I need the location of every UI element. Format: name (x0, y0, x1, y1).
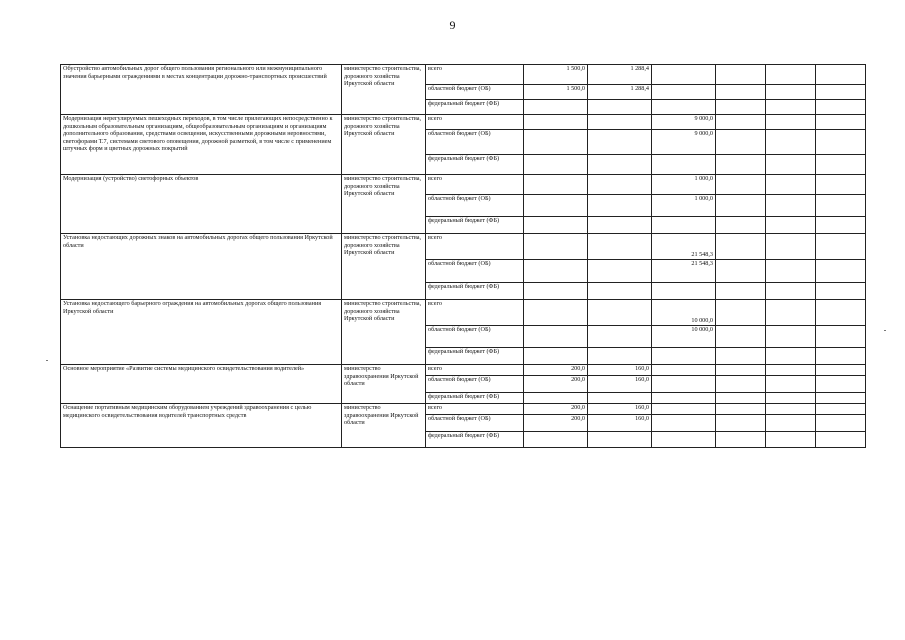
responsible-executor: министерство строительства, дорожного хозяйства Иркутской области (342, 300, 426, 365)
funding-source: областной бюджет (ОБ) (426, 326, 524, 348)
table-row (61, 300, 866, 326)
value-cell (524, 300, 588, 326)
measure-description: Установка недостающих дорожных знаков на автомобильных дорогах общего пользования Иркутской области (61, 234, 342, 300)
empty-cell (716, 393, 766, 404)
value-cell: 1 500,0 (524, 85, 588, 100)
value-cell (588, 100, 652, 115)
empty-cell (716, 100, 766, 115)
empty-cell (816, 404, 866, 415)
empty-cell (816, 175, 866, 195)
empty-cell (816, 100, 866, 115)
value-cell (588, 115, 652, 130)
value-cell (588, 348, 652, 365)
funding-source: всего (426, 365, 524, 376)
value-cell (524, 175, 588, 195)
empty-cell (716, 175, 766, 195)
value-cell (588, 432, 652, 448)
table-row (61, 115, 866, 130)
funding-source: федеральный бюджет (ФБ) (426, 283, 524, 300)
empty-cell (716, 432, 766, 448)
value-cell (524, 260, 588, 283)
measure-description: Установка недостающего барьерного ограждения на автомобильных дорогах общего пользования Иркутской области (61, 300, 342, 365)
funding-source: федеральный бюджет (ФБ) (426, 432, 524, 448)
funding-source: всего (426, 404, 524, 415)
empty-cell (716, 348, 766, 365)
value-cell (588, 195, 652, 217)
value-cell: 200,0 (524, 365, 588, 376)
value-cell: 21 548,3 (652, 260, 716, 283)
value-cell (524, 217, 588, 234)
empty-cell (766, 65, 816, 85)
value-cell: 1 288,4 (588, 85, 652, 100)
empty-cell (766, 195, 816, 217)
value-cell (652, 217, 716, 234)
value-cell (588, 260, 652, 283)
responsible-executor: министерство здравоохранения Иркутской области (342, 404, 426, 448)
value-cell (524, 348, 588, 365)
scan-mark (884, 330, 886, 331)
empty-cell (716, 365, 766, 376)
empty-cell (816, 283, 866, 300)
funding-source: областной бюджет (ОБ) (426, 260, 524, 283)
funding-source: федеральный бюджет (ФБ) (426, 100, 524, 115)
empty-cell (816, 393, 866, 404)
funding-source: областной бюджет (ОБ) (426, 195, 524, 217)
empty-cell (716, 115, 766, 130)
value-cell (652, 404, 716, 415)
value-cell (524, 195, 588, 217)
empty-cell (766, 300, 816, 326)
empty-cell (766, 217, 816, 234)
responsible-executor: министерство строительства, дорожного хозяйства Иркутской области (342, 65, 426, 115)
empty-cell (766, 404, 816, 415)
value-cell: 1 000,0 (652, 175, 716, 195)
empty-cell (816, 365, 866, 376)
table-row (61, 404, 866, 415)
value-cell: 10 000,0 (652, 326, 716, 348)
value-cell: 160,0 (588, 415, 652, 432)
empty-cell (816, 415, 866, 432)
empty-cell (716, 195, 766, 217)
empty-cell (766, 393, 816, 404)
empty-cell (816, 234, 866, 260)
value-cell (652, 376, 716, 393)
empty-cell (716, 155, 766, 175)
empty-cell (766, 348, 816, 365)
measure-description: Обустройство автомобильных дорог общего пользования регионального или межмуниципального значения барьерными ограждениями в местах концентрации дорожно-транспортных происшествий (61, 65, 342, 115)
value-cell: 160,0 (588, 376, 652, 393)
value-cell (652, 365, 716, 376)
empty-cell (766, 155, 816, 175)
budget-table (60, 64, 866, 448)
value-cell (524, 326, 588, 348)
empty-cell (766, 283, 816, 300)
empty-cell (716, 326, 766, 348)
empty-cell (716, 300, 766, 326)
empty-cell (816, 65, 866, 85)
empty-cell (816, 85, 866, 100)
value-cell (524, 130, 588, 155)
empty-cell (816, 155, 866, 175)
value-cell: 1 000,0 (652, 195, 716, 217)
value-cell (652, 393, 716, 404)
value-cell (588, 155, 652, 175)
value-cell (588, 234, 652, 260)
value-cell (588, 326, 652, 348)
value-cell (524, 115, 588, 130)
empty-cell (816, 300, 866, 326)
value-cell: 9 000,0 (652, 115, 716, 130)
scan-mark (46, 360, 48, 361)
table-body (61, 65, 866, 448)
empty-cell (766, 85, 816, 100)
funding-source: федеральный бюджет (ФБ) (426, 348, 524, 365)
funding-source: областной бюджет (ОБ) (426, 85, 524, 100)
empty-cell (816, 326, 866, 348)
measure-description: Оснащение портативным медицинским оборудованием учреждений здравоохранения с целью медицинского освидетельствования водителей транспортных средств (61, 404, 342, 448)
empty-cell (766, 175, 816, 195)
empty-cell (766, 234, 816, 260)
value-cell: 21 548,3 (652, 234, 716, 260)
value-cell (524, 100, 588, 115)
empty-cell (716, 415, 766, 432)
funding-source: федеральный бюджет (ФБ) (426, 217, 524, 234)
funding-source: областной бюджет (ОБ) (426, 415, 524, 432)
empty-cell (716, 85, 766, 100)
empty-cell (716, 260, 766, 283)
funding-source: всего (426, 115, 524, 130)
empty-cell (816, 432, 866, 448)
empty-cell (816, 376, 866, 393)
responsible-executor: министерство строительства, дорожного хозяйства Иркутской области (342, 115, 426, 175)
table-row (61, 365, 866, 376)
funding-source: областной бюджет (ОБ) (426, 376, 524, 393)
empty-cell (816, 195, 866, 217)
empty-cell (766, 130, 816, 155)
value-cell (524, 155, 588, 175)
funding-source: всего (426, 234, 524, 260)
measure-description: Модернизация нерегулируемых пешеходных переходов, в том числе прилегающих непосредственно к дошкольным образовательным организациям, общеобразовательным организациям и организациям дополнительного образования, средствами освещения, искусственными дорожными неровностями, светофорами Т.7, системами светового оповещения, дорожной разметкой, в том числе с применением штучных форм и цветных дорожных покрытий (61, 115, 342, 175)
empty-cell (766, 326, 816, 348)
value-cell (652, 415, 716, 432)
value-cell (588, 300, 652, 326)
empty-cell (816, 130, 866, 155)
value-cell (524, 432, 588, 448)
value-cell (524, 393, 588, 404)
empty-cell (766, 115, 816, 130)
value-cell: 10 000,0 (652, 300, 716, 326)
empty-cell (816, 217, 866, 234)
value-cell (524, 234, 588, 260)
empty-cell (716, 65, 766, 85)
value-cell (588, 130, 652, 155)
empty-cell (766, 100, 816, 115)
value-cell (588, 283, 652, 300)
funding-source: всего (426, 65, 524, 85)
value-cell (588, 175, 652, 195)
value-cell (652, 85, 716, 100)
value-cell: 9 000,0 (652, 130, 716, 155)
empty-cell (766, 376, 816, 393)
value-cell (652, 155, 716, 175)
empty-cell (766, 365, 816, 376)
empty-cell (766, 260, 816, 283)
value-cell: 1 288,4 (588, 65, 652, 85)
empty-cell (766, 415, 816, 432)
table-row (61, 65, 866, 85)
value-cell (652, 348, 716, 365)
empty-cell (816, 115, 866, 130)
value-cell: 200,0 (524, 415, 588, 432)
value-cell (652, 432, 716, 448)
value-cell (652, 100, 716, 115)
empty-cell (716, 404, 766, 415)
empty-cell (716, 234, 766, 260)
value-cell: 1 500,0 (524, 65, 588, 85)
empty-cell (716, 130, 766, 155)
funding-source: федеральный бюджет (ФБ) (426, 393, 524, 404)
responsible-executor: министерство строительства, дорожного хозяйства Иркутской области (342, 234, 426, 300)
funding-source: областной бюджет (ОБ) (426, 130, 524, 155)
table-row (61, 234, 866, 260)
funding-source: всего (426, 300, 524, 326)
empty-cell (716, 217, 766, 234)
value-cell: 200,0 (524, 376, 588, 393)
empty-cell (716, 283, 766, 300)
funding-source: федеральный бюджет (ФБ) (426, 155, 524, 175)
value-cell (588, 217, 652, 234)
empty-cell (716, 376, 766, 393)
value-cell (588, 393, 652, 404)
responsible-executor: министерство здравоохранения Иркутской области (342, 365, 426, 404)
value-cell: 200,0 (524, 404, 588, 415)
value-cell: 160,0 (588, 404, 652, 415)
value-cell (652, 283, 716, 300)
value-cell (524, 283, 588, 300)
value-cell: 160,0 (588, 365, 652, 376)
table-row (61, 175, 866, 195)
empty-cell (816, 348, 866, 365)
empty-cell (766, 432, 816, 448)
responsible-executor: министерство строительства, дорожного хозяйства Иркутской области (342, 175, 426, 234)
page-number: 9 (449, 18, 456, 32)
measure-description: Модернизация (устройство) светофорных объектов (61, 175, 342, 234)
funding-source: всего (426, 175, 524, 195)
empty-cell (816, 260, 866, 283)
measure-description: Основное мероприятие «Развитие системы медицинского освидетельствования водителей» (61, 365, 342, 404)
value-cell (652, 65, 716, 85)
